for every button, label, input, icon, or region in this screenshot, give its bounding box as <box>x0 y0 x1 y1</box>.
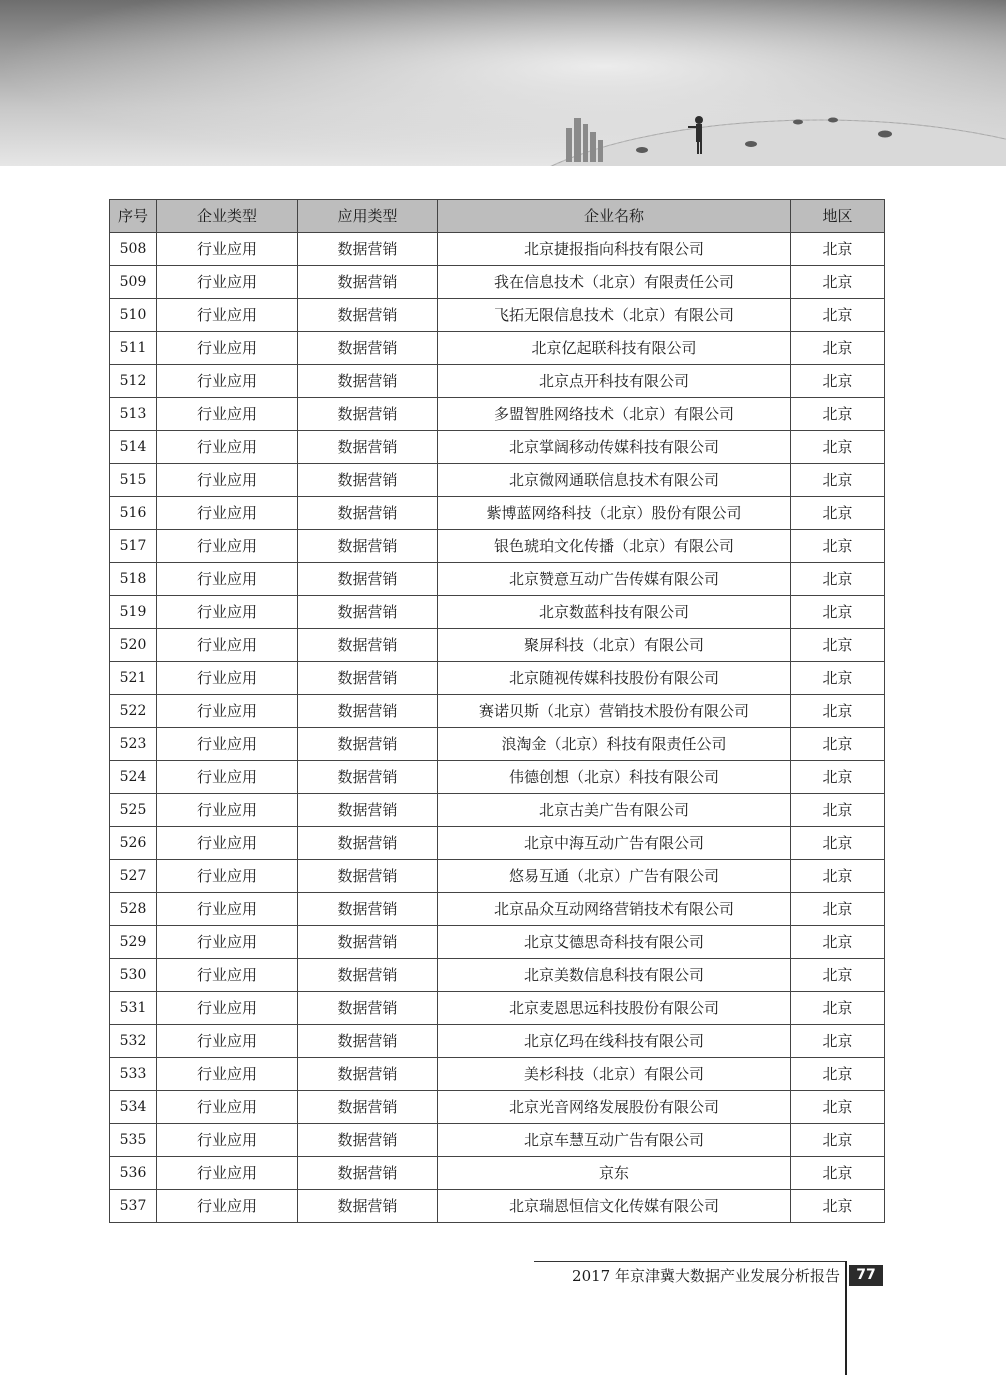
header-banner <box>0 0 1006 166</box>
cell-enterprise-name: 北京古美广告有限公司 <box>438 794 791 827</box>
cell-region: 北京 <box>791 1157 885 1190</box>
cell-application-type: 数据营销 <box>298 695 438 728</box>
table-row <box>110 794 885 827</box>
cell-region: 北京 <box>791 860 885 893</box>
enterprise-table <box>109 199 884 1223</box>
cell-application-type: 数据营销 <box>298 662 438 695</box>
cell-enterprise-type: 行业应用 <box>157 398 298 431</box>
table-row <box>110 992 885 1025</box>
cell-enterprise-type: 行业应用 <box>157 794 298 827</box>
cell-region: 北京 <box>791 893 885 926</box>
cell-enterprise-name: 北京瑞恩恒信文化传媒有限公司 <box>438 1190 791 1223</box>
table-row <box>110 629 885 662</box>
table-row <box>110 695 885 728</box>
cell-region: 北京 <box>791 233 885 266</box>
cell-enterprise-name: 北京车慧互动广告有限公司 <box>438 1124 791 1157</box>
cell-enterprise-type: 行业应用 <box>157 332 298 365</box>
cell-region: 北京 <box>791 464 885 497</box>
footer-vertical-rule <box>845 1261 847 1375</box>
cell-enterprise-type: 行业应用 <box>157 431 298 464</box>
cell-application-type: 数据营销 <box>298 596 438 629</box>
cell-row-index: 513 <box>110 398 157 431</box>
table-row <box>110 365 885 398</box>
cell-enterprise-type: 行业应用 <box>157 860 298 893</box>
cell-row-index: 532 <box>110 1025 157 1058</box>
cell-region: 北京 <box>791 992 885 1025</box>
cell-application-type: 数据营销 <box>298 629 438 662</box>
cell-row-index: 535 <box>110 1124 157 1157</box>
cell-enterprise-type: 行业应用 <box>157 563 298 596</box>
col-header-enterprise-type: 企业类型 <box>157 200 298 233</box>
table-row <box>110 860 885 893</box>
cell-application-type: 数据营销 <box>298 266 438 299</box>
cell-enterprise-type: 行业应用 <box>157 1025 298 1058</box>
banner-illustration <box>0 0 1006 166</box>
cell-row-index: 524 <box>110 761 157 794</box>
cell-application-type: 数据营销 <box>298 464 438 497</box>
cell-application-type: 数据营销 <box>298 728 438 761</box>
cell-enterprise-name: 北京捷报指向科技有限公司 <box>438 233 791 266</box>
col-header-index: 序号 <box>110 200 157 233</box>
cell-row-index: 533 <box>110 1058 157 1091</box>
cell-enterprise-name: 我在信息技术（北京）有限责任公司 <box>438 266 791 299</box>
cell-enterprise-type: 行业应用 <box>157 959 298 992</box>
page-number: 77 <box>849 1265 883 1286</box>
table-header-row <box>110 200 885 233</box>
table-row <box>110 1157 885 1190</box>
cell-enterprise-name: 京东 <box>438 1157 791 1190</box>
cell-enterprise-name: 美杉科技（北京）有限公司 <box>438 1058 791 1091</box>
table-row <box>110 1190 885 1223</box>
table-row <box>110 1058 885 1091</box>
cell-enterprise-type: 行业应用 <box>157 1058 298 1091</box>
cell-row-index: 523 <box>110 728 157 761</box>
cell-enterprise-name: 聚屏科技（北京）有限公司 <box>438 629 791 662</box>
cell-row-index: 531 <box>110 992 157 1025</box>
table-row <box>110 563 885 596</box>
cell-row-index: 527 <box>110 860 157 893</box>
cell-region: 北京 <box>791 1025 885 1058</box>
cell-application-type: 数据营销 <box>298 860 438 893</box>
cell-enterprise-name: 飞拓无限信息技术（北京）有限公司 <box>438 299 791 332</box>
cell-row-index: 536 <box>110 1157 157 1190</box>
cell-enterprise-type: 行业应用 <box>157 728 298 761</box>
cell-enterprise-name: 北京数蓝科技有限公司 <box>438 596 791 629</box>
cell-enterprise-type: 行业应用 <box>157 596 298 629</box>
cell-application-type: 数据营销 <box>298 827 438 860</box>
cell-region: 北京 <box>791 794 885 827</box>
cell-region: 北京 <box>791 530 885 563</box>
cell-region: 北京 <box>791 926 885 959</box>
cell-enterprise-name: 北京随视传媒科技股份有限公司 <box>438 662 791 695</box>
cell-row-index: 511 <box>110 332 157 365</box>
cell-row-index: 521 <box>110 662 157 695</box>
cell-application-type: 数据营销 <box>298 398 438 431</box>
cell-row-index: 520 <box>110 629 157 662</box>
cell-region: 北京 <box>791 398 885 431</box>
table-row <box>110 530 885 563</box>
cell-enterprise-type: 行业应用 <box>157 299 298 332</box>
cell-application-type: 数据营销 <box>298 1190 438 1223</box>
cell-enterprise-name: 北京中海互动广告有限公司 <box>438 827 791 860</box>
cell-enterprise-name: 银色琥珀文化传播（北京）有限公司 <box>438 530 791 563</box>
cell-enterprise-type: 行业应用 <box>157 695 298 728</box>
table-row <box>110 1124 885 1157</box>
cell-row-index: 526 <box>110 827 157 860</box>
cell-row-index: 510 <box>110 299 157 332</box>
cell-application-type: 数据营销 <box>298 299 438 332</box>
cell-application-type: 数据营销 <box>298 431 438 464</box>
cell-row-index: 519 <box>110 596 157 629</box>
table-row <box>110 893 885 926</box>
cell-region: 北京 <box>791 497 885 530</box>
cell-application-type: 数据营销 <box>298 893 438 926</box>
cell-row-index: 522 <box>110 695 157 728</box>
table-row <box>110 662 885 695</box>
table-row <box>110 827 885 860</box>
cell-enterprise-name: 伟德创想（北京）科技有限公司 <box>438 761 791 794</box>
cell-enterprise-name: 北京点开科技有限公司 <box>438 365 791 398</box>
cell-application-type: 数据营销 <box>298 794 438 827</box>
cell-enterprise-name: 北京赞意互动广告传媒有限公司 <box>438 563 791 596</box>
cell-enterprise-name: 北京美数信息科技有限公司 <box>438 959 791 992</box>
cell-enterprise-type: 行业应用 <box>157 1157 298 1190</box>
cell-application-type: 数据营销 <box>298 1025 438 1058</box>
cell-enterprise-type: 行业应用 <box>157 464 298 497</box>
cell-enterprise-name: 北京亿起联科技有限公司 <box>438 332 791 365</box>
table-row <box>110 266 885 299</box>
cell-row-index: 508 <box>110 233 157 266</box>
table-row <box>110 398 885 431</box>
cell-application-type: 数据营销 <box>298 959 438 992</box>
cell-enterprise-name: 浪淘金（北京）科技有限责任公司 <box>438 728 791 761</box>
cell-enterprise-name: 北京艾德思奇科技有限公司 <box>438 926 791 959</box>
cell-enterprise-name: 北京麦恩思远科技股份有限公司 <box>438 992 791 1025</box>
cell-region: 北京 <box>791 266 885 299</box>
cell-region: 北京 <box>791 1190 885 1223</box>
cell-region: 北京 <box>791 728 885 761</box>
cell-enterprise-name: 北京掌阔移动传媒科技有限公司 <box>438 431 791 464</box>
cell-region: 北京 <box>791 596 885 629</box>
table-row <box>110 497 885 530</box>
table-row <box>110 299 885 332</box>
cell-enterprise-type: 行业应用 <box>157 497 298 530</box>
table-row <box>110 431 885 464</box>
cell-application-type: 数据营销 <box>298 992 438 1025</box>
table-row <box>110 233 885 266</box>
table-row <box>110 959 885 992</box>
cell-region: 北京 <box>791 299 885 332</box>
cell-enterprise-type: 行业应用 <box>157 1124 298 1157</box>
cell-enterprise-type: 行业应用 <box>157 1190 298 1223</box>
cell-row-index: 530 <box>110 959 157 992</box>
cell-application-type: 数据营销 <box>298 761 438 794</box>
cell-row-index: 514 <box>110 431 157 464</box>
footer-rule <box>534 1261 846 1262</box>
cell-application-type: 数据营销 <box>298 497 438 530</box>
cell-row-index: 525 <box>110 794 157 827</box>
report-title: 2017 年京津冀大数据产业发展分析报告 <box>572 1267 840 1285</box>
table-row <box>110 1025 885 1058</box>
cell-enterprise-type: 行业应用 <box>157 233 298 266</box>
cell-row-index: 517 <box>110 530 157 563</box>
col-header-region: 地区 <box>791 200 885 233</box>
cell-region: 北京 <box>791 761 885 794</box>
table-row <box>110 464 885 497</box>
table-row <box>110 926 885 959</box>
cell-enterprise-type: 行业应用 <box>157 992 298 1025</box>
cell-row-index: 518 <box>110 563 157 596</box>
cell-enterprise-type: 行业应用 <box>157 1091 298 1124</box>
cell-region: 北京 <box>791 695 885 728</box>
cell-application-type: 数据营销 <box>298 1124 438 1157</box>
cell-application-type: 数据营销 <box>298 563 438 596</box>
cell-region: 北京 <box>791 431 885 464</box>
cell-enterprise-type: 行业应用 <box>157 893 298 926</box>
table-row <box>110 728 885 761</box>
cell-enterprise-type: 行业应用 <box>157 365 298 398</box>
cell-enterprise-name: 紫博蓝网络科技（北京）股份有限公司 <box>438 497 791 530</box>
cell-row-index: 516 <box>110 497 157 530</box>
cell-application-type: 数据营销 <box>298 365 438 398</box>
cell-enterprise-type: 行业应用 <box>157 629 298 662</box>
cell-enterprise-name: 赛诺贝斯（北京）营销技术股份有限公司 <box>438 695 791 728</box>
cell-application-type: 数据营销 <box>298 926 438 959</box>
cell-row-index: 537 <box>110 1190 157 1223</box>
cell-enterprise-name: 悠易互通（北京）广告有限公司 <box>438 860 791 893</box>
cell-row-index: 534 <box>110 1091 157 1124</box>
cell-row-index: 515 <box>110 464 157 497</box>
cell-enterprise-type: 行业应用 <box>157 827 298 860</box>
cell-row-index: 509 <box>110 266 157 299</box>
cell-application-type: 数据营销 <box>298 1157 438 1190</box>
cell-region: 北京 <box>791 1091 885 1124</box>
cell-row-index: 529 <box>110 926 157 959</box>
cell-application-type: 数据营销 <box>298 1058 438 1091</box>
cell-enterprise-name: 北京光音网络发展股份有限公司 <box>438 1091 791 1124</box>
cell-enterprise-type: 行业应用 <box>157 662 298 695</box>
cell-application-type: 数据营销 <box>298 332 438 365</box>
cell-enterprise-name: 多盟智胜网络技术（北京）有限公司 <box>438 398 791 431</box>
cell-enterprise-type: 行业应用 <box>157 530 298 563</box>
cell-row-index: 512 <box>110 365 157 398</box>
cell-region: 北京 <box>791 662 885 695</box>
table-row <box>110 761 885 794</box>
col-header-application-type: 应用类型 <box>298 200 438 233</box>
cell-enterprise-name: 北京亿玛在线科技有限公司 <box>438 1025 791 1058</box>
cell-region: 北京 <box>791 959 885 992</box>
cell-enterprise-type: 行业应用 <box>157 761 298 794</box>
cell-enterprise-type: 行业应用 <box>157 266 298 299</box>
cell-region: 北京 <box>791 365 885 398</box>
cell-region: 北京 <box>791 332 885 365</box>
cell-region: 北京 <box>791 827 885 860</box>
cell-enterprise-name: 北京微网通联信息技术有限公司 <box>438 464 791 497</box>
cell-region: 北京 <box>791 1124 885 1157</box>
cell-application-type: 数据营销 <box>298 1091 438 1124</box>
cell-application-type: 数据营销 <box>298 233 438 266</box>
cell-enterprise-type: 行业应用 <box>157 926 298 959</box>
cell-enterprise-name: 北京品众互动网络营销技术有限公司 <box>438 893 791 926</box>
table-row <box>110 332 885 365</box>
table-row <box>110 1091 885 1124</box>
cell-row-index: 528 <box>110 893 157 926</box>
cell-region: 北京 <box>791 1058 885 1091</box>
cell-region: 北京 <box>791 563 885 596</box>
table-row <box>110 596 885 629</box>
cell-application-type: 数据营销 <box>298 530 438 563</box>
cell-region: 北京 <box>791 629 885 662</box>
col-header-enterprise-name: 企业名称 <box>438 200 791 233</box>
